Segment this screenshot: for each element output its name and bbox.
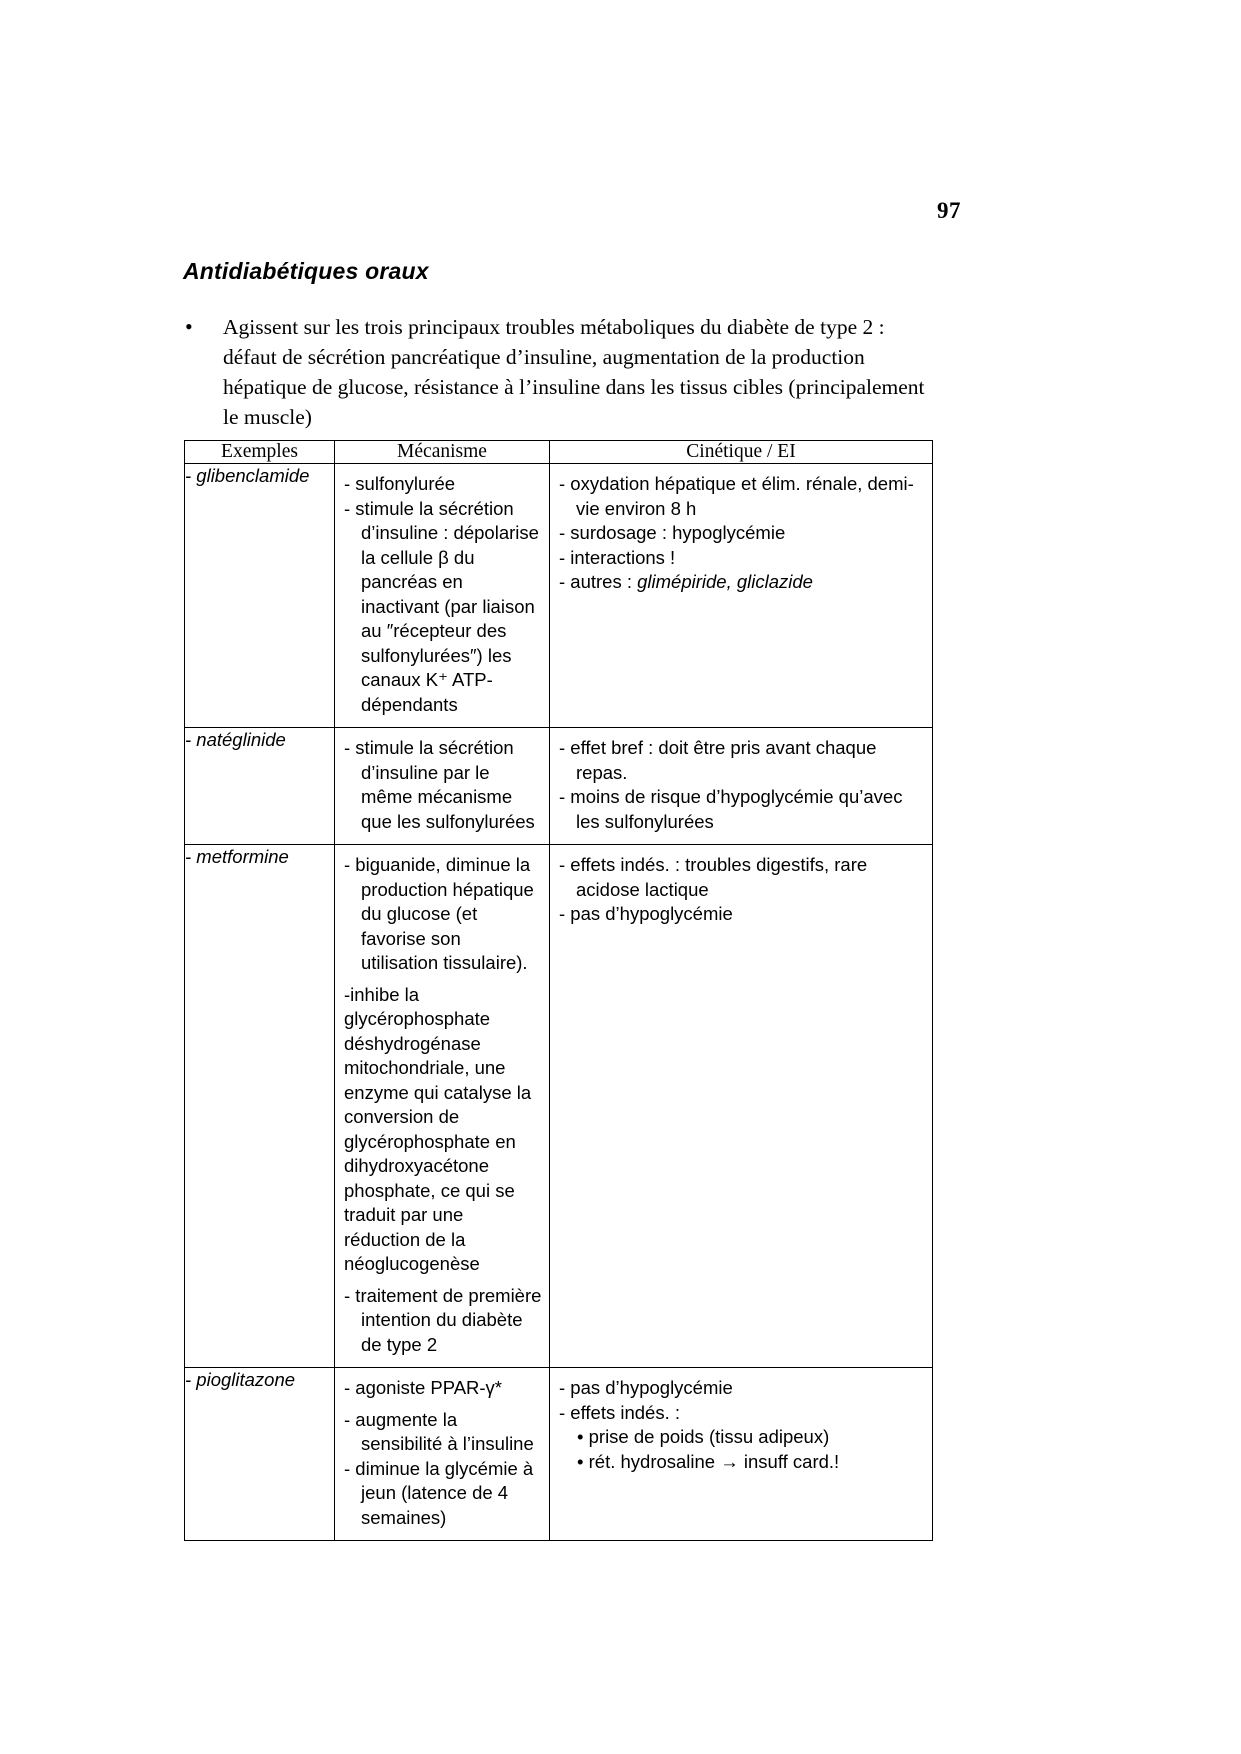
mechanism-item: - sulfonylurée	[344, 473, 456, 494]
cell-mechanism	[335, 728, 550, 845]
mechanism-item: - diminue la glycémie à jeun (latence de 4 semaines)	[344, 1457, 534, 1528]
kinetics-item: - interactions !	[559, 546, 676, 568]
mechanism-item: - traitement de première intention du diabète de type 2	[344, 1284, 542, 1355]
cell-example: - pioglitazone	[185, 1368, 335, 1541]
cell-kinetics	[550, 845, 933, 1368]
kinetics-item: - oxydation hépatique et élim. rénale, demi-vie environ 8 h	[559, 473, 914, 519]
header-kinetics: Cinétique / EI	[550, 441, 933, 464]
others-drugs: glimépiride, gliclazide	[637, 571, 813, 592]
table-row	[185, 845, 933, 1368]
spacer	[344, 1277, 542, 1284]
page-number: 97	[937, 198, 961, 223]
kinetics-item: - effets indés. :	[559, 1401, 680, 1423]
mechanism-item: - agoniste PPAR-γ*	[344, 1377, 502, 1398]
cell-mechanism	[335, 1368, 550, 1541]
antidiabetics-table-wrapper	[184, 440, 932, 1541]
mechanism-item: -inhibe la glycérophosphate déshydrogénase mitochondriale, une enzyme qui catalyse la conversion de glycérophosphate en dihydroxyacétone phosphate, ce qui se traduit par une réduction de la néoglucogenèse	[344, 983, 532, 1274]
kinetics-item: - moins de risque d’hypoglycémie qu’avec les sulfonylurées	[559, 786, 903, 832]
cell-kinetics	[550, 728, 933, 845]
table-header-row	[185, 441, 933, 464]
mechanism-item: - biguanide, diminue la production hépatique du glucose (et favorise son utilisation tissulaire).	[344, 854, 534, 973]
cell-example: - glibenclamide	[185, 464, 335, 728]
intro-paragraph	[183, 312, 928, 432]
kinetics-item: - effet bref : doit être pris avant chaque repas.	[559, 737, 877, 783]
cell-kinetics	[550, 464, 933, 728]
spacer	[344, 1401, 542, 1408]
bullet-icon: •	[185, 314, 193, 339]
kinetics-subitem: • rét. hydrosaline → insuff card.!	[577, 1450, 840, 1472]
kinetics-item: - surdosage : hypoglycémie	[559, 522, 786, 543]
cell-kinetics	[550, 1368, 933, 1541]
kinetics-item: - pas d’hypoglycémie	[559, 1377, 733, 1398]
mechanism-item: - stimule la sécrétion d’insuline par le même mécanisme que les sulfonylurées	[344, 737, 535, 832]
header-mechanism: Mécanisme	[335, 441, 550, 464]
cell-mechanism	[335, 845, 550, 1368]
kinetics-item: - pas d’hypoglycémie	[559, 903, 733, 924]
table-row	[185, 728, 933, 845]
antidiabetics-table	[184, 440, 933, 1541]
cell-mechanism	[335, 464, 550, 728]
kinetics-item: - effets indés. : troubles digestifs, rare acidose lactique	[559, 854, 868, 900]
cell-example: - metformine	[185, 845, 335, 1368]
table-row	[185, 464, 933, 728]
cell-example: - natéglinide	[185, 728, 335, 845]
section-title: Antidiabétiques oraux	[183, 258, 429, 284]
kinetics-subitem: • prise de poids (tissu adipeux)	[577, 1426, 830, 1447]
table-row	[185, 1368, 933, 1541]
kinetics-item-others	[559, 570, 925, 595]
intro-text: Agissent sur les trois principaux troubles métaboliques du diabète de type 2 : défaut de sécrétion pancréatique d’insuline, augmentation de la production hépatique de glucose, résistance à l’insuline dans les tissus cibles (principalement le muscle)	[223, 315, 925, 429]
mechanism-item: - stimule la sécrétion d’insuline : dépolarise la cellule β du pancréas en inactivant (par liaison au ″récepteur des sulfonylurées″) les canaux K⁺ ATP-dépendants	[344, 497, 539, 715]
header-examples: Exemples	[185, 441, 335, 464]
spacer	[344, 976, 542, 983]
others-label: - autres :	[559, 571, 638, 592]
mechanism-item: - augmente la sensibilité à l’insuline	[344, 1408, 534, 1454]
